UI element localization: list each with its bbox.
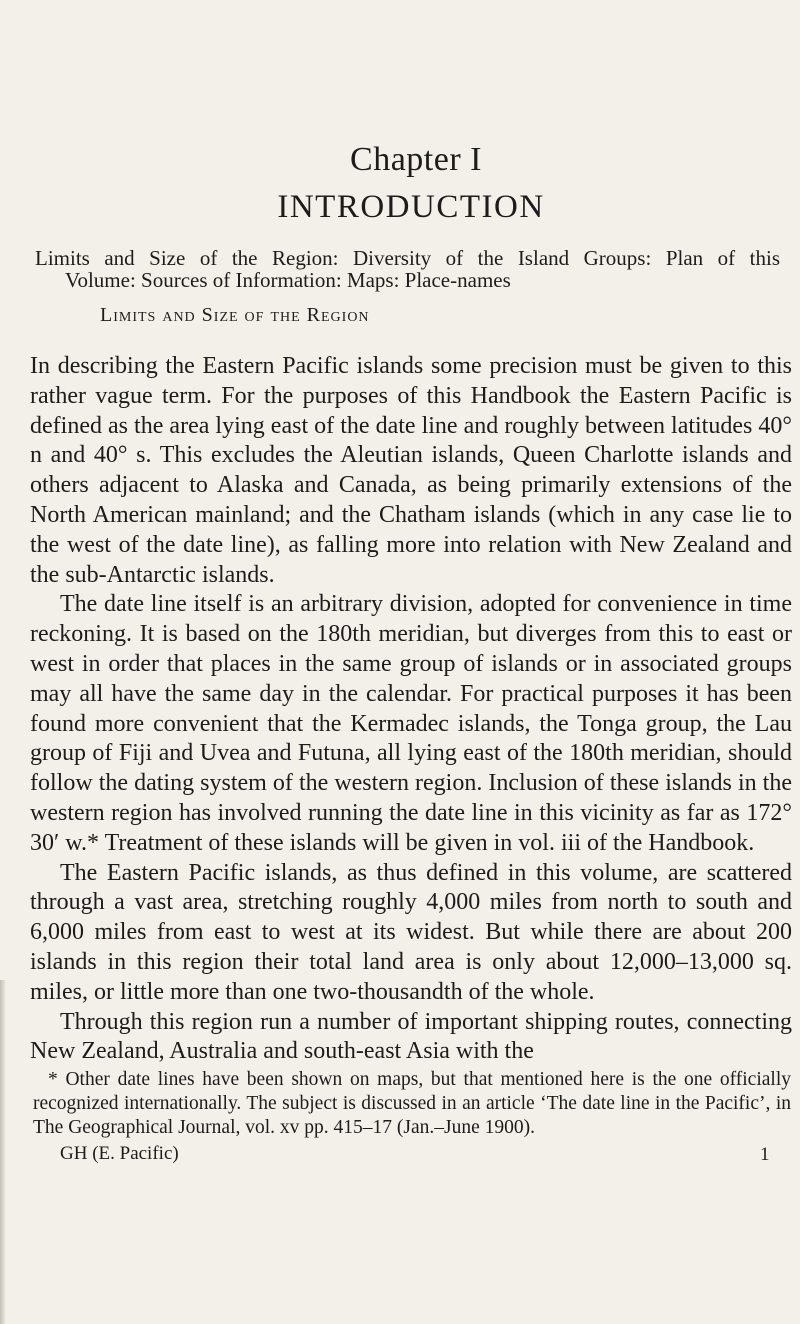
synopsis-line-2: Volume: Sources of Information: Maps: Place-names xyxy=(65,268,511,292)
paragraph-1: In describing the Eastern Pacific islands some precision must be given to this rather vague term. For the purposes of this Handbook the Eastern Pacific is defined as the area lying east of the date line and roughly between latitudes 40° n and 40° s. This excludes the Aleutian islands, Queen Charlotte islands and others adjacent to Alaska and Canada, as being primarily extensions of the North American mainland; and the Chatham islands (which in any case lie to the west of the date line), as falling more into relation with New Zealand and the sub-Antarctic islands. xyxy=(30,353,792,588)
synopsis-line-1: Limits and Size of the Region: Diversity of the Island Groups: Plan of this xyxy=(35,246,780,270)
chapter-title: INTRODUCTION xyxy=(277,189,545,225)
paragraph-3: The Eastern Pacific islands, as thus defined in this volume, are scattered through a vast area, stretching roughly 4,000 miles from north to south and 6,000 miles from east to west at its widest. But while there are about 200 islands in this region their total land area is only about 12,000–13,000 sq. miles, or little more than one two-thousandth of the whole. xyxy=(30,859,792,1005)
footnote: * Other date lines have been shown on maps, but that mentioned here is the one officially recognized internationally. The subject is discussed in an article ‘The date line in the Pacific’, in The Geographical Journal, vol. xv pp. 415–17 (Jan.–June 1900). xyxy=(33,1069,791,1138)
page-number: 1 xyxy=(760,1144,770,1165)
chapter-synopsis xyxy=(35,247,780,291)
body-text xyxy=(30,352,792,1067)
section-heading: Limits and Size of the Region xyxy=(100,304,370,326)
signature-mark: GH (E. Pacific) xyxy=(60,1143,179,1164)
paragraph-4: Through this region run a number of important shipping routes, connecting New Zealand, Australia and south-east Asia with the xyxy=(30,1008,792,1065)
chapter-label: Chapter I xyxy=(350,141,482,178)
paragraph-2: The date line itself is an arbitrary division, adopted for convenience in time reckoning. It is based on the 180th meridian, but diverges from this to east or west in order that places in the same group of islands or in associated groups may all have the same day in the calendar. For practical purposes it has been found more convenient that the Kermadec islands, the Tonga group, the Lau group of Fiji and Uvea and Futuna, all lying east of the 180th meridian, should follow the dating system of the western region. Inclusion of these islands in the western region has involved running the date line in this vicinity as far as 172° 30′ w.* Treatment of these islands will be given in vol. iii of the Handbook. xyxy=(30,591,792,856)
page-edge-shadow xyxy=(0,980,5,1324)
